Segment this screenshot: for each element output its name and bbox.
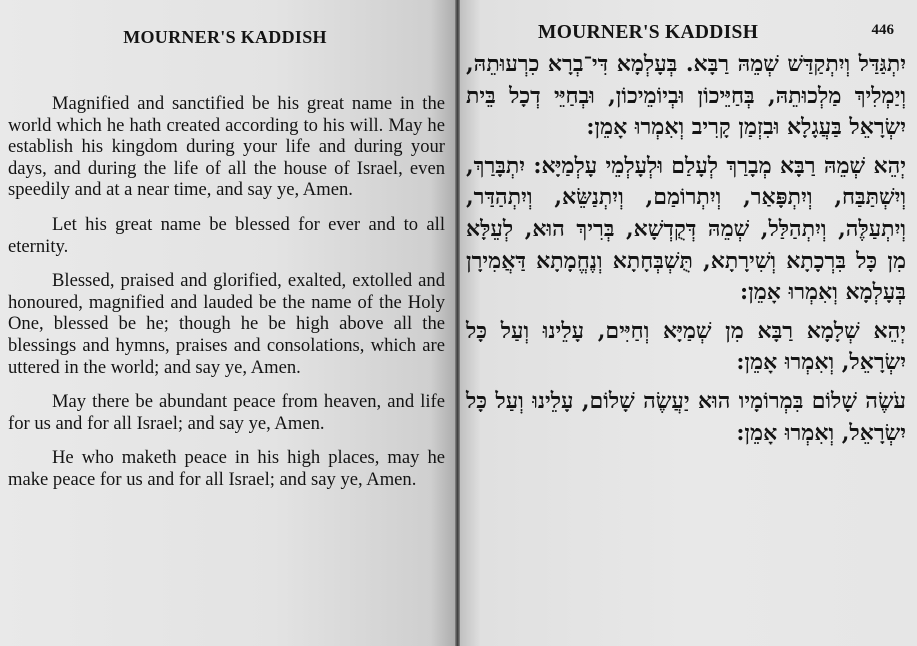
hebrew-paragraph-yehe-shmeh: יְהֵא שְׁמֵהּ רַבָּא מְבָרַךְ לְעָלַם וּלְעָלְמֵי עָלְמַיָּא: יִתְבָּרַךְ, וְיִשְׁתַּבַּח, וְיִתְפָּאַר, וְיִתְרוֹמַם, וְיִתְנַשֵּׂא, וְיִתְהַדַּר, וְיִתְעַלֶּה, וְיִתְהַלַּל, שְׁמֵהּ דְּקֻדְשָׁא, בְּרִיךְ הוּא, לְעֵלָּא מִן כָּל בִּרְכָתָא וְשִׁירָתָא, תֻּשְׁבְּחָתָא וְנֶחֱמָתָא דַּאֲמִירָן בְּעָלְמָא וְאִמְרוּ אָמֵן: bbox=[466, 152, 906, 306]
hebrew-paragraph-yehe-shlama: יְהֵא שְׁלָמָא רַבָּא מִן שְׁמַיָּא וְחַיִּים, עָלֵינוּ וְעַל כָּל יִשְׂרָאֵל, וְאִמְרוּ אָמֵן: bbox=[466, 317, 906, 376]
hebrew-paragraph-yitgadal: יִתְגַּדַּל וְיִתְקַדַּשׁ שְׁמֵהּ רַבָּא. בְּעָלְמָא דִּי־בְרָא כִרְעוּתֵהּ, וְיַמְלִיךְ מַלְכוּתֵהּ, בְּחַיֵּיכוֹן וּבְיוֹמֵיכוֹן, וּבְחַיֵּי דְכָל בֵּית יִשְׂרָאֵל בַּעֲגָלָא וּבִזְמַן קָרִיב וְאִמְרוּ אָמֵן: bbox=[466, 51, 906, 141]
paragraph-maketh-peace: He who maketh peace in his high places, may he make peace for us and for all Israel; and say ye, Amen. bbox=[8, 447, 445, 490]
paragraph-praised: Blessed, praised and glorified, exalted, extolled and honoured, magnified and lauded be the name of the Holy One, blessed be he; though he be high above all the blessings and hymns, praises and consolations, which are uttered in the world; and say ye, Amen. bbox=[8, 270, 445, 378]
book-gutter bbox=[455, 0, 460, 646]
paragraph-magnified: Magnified and sanctified be his great name in the world which he hath created according to his will. May he establish his kingdom during your life and during your days, and during the life of all the house of Israel, even speedily and at a near time, and say ye, Amen. bbox=[8, 93, 445, 201]
right-page-heading: MOURNER'S KADDISH bbox=[538, 22, 759, 43]
hebrew-paragraph-oseh-shalom: עֹשֶׂה שָׁלוֹם בִּמְרוֹמָיו הוּא יַעֲשֶׂה שָׁלוֹם, עָלֵינוּ וְעַל כָּל יִשְׂרָאֵל, וְאִמְרוּ אָמֵן: bbox=[466, 387, 906, 446]
english-translation bbox=[8, 93, 445, 504]
left-page-heading: MOURNER'S KADDISH bbox=[123, 27, 327, 47]
page-number: 446 bbox=[871, 22, 894, 38]
right-page-header bbox=[538, 22, 908, 46]
right-page-hebrew bbox=[458, 0, 917, 646]
paragraph-blessed-name: Let his great name be blessed for ever and to all eternity. bbox=[8, 213, 445, 257]
paragraph-abundant-peace: May there be abundant peace from heaven, and life for us and for all Israel; and say ye, Amen. bbox=[8, 391, 445, 434]
left-page-english bbox=[0, 0, 458, 646]
hebrew-text bbox=[466, 49, 906, 456]
